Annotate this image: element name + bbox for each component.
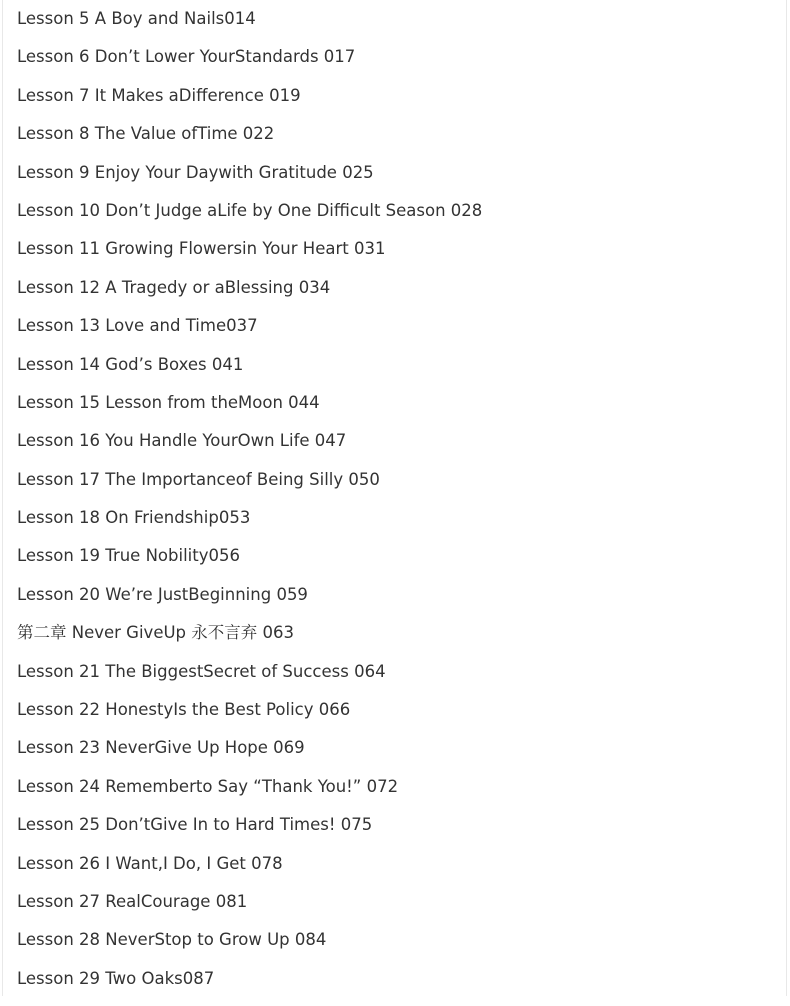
toc-entry: Lesson 8 The Value ofTime 022: [17, 124, 275, 144]
toc-entry: Lesson 15 Lesson from theMoon 044: [17, 392, 320, 412]
toc-entry: Lesson 18 On Friendship053: [17, 508, 251, 528]
toc-entry: Lesson 6 Don’t Lower YourStandards 017: [17, 47, 356, 67]
toc-entry: Lesson 11 Growing Flowersin Your Heart 031: [17, 239, 386, 259]
toc-entry: Lesson 23 NeverGive Up Hope 069: [17, 738, 305, 758]
toc-entry: Lesson 5 A Boy and Nails014: [17, 9, 256, 28]
toc-entry: Lesson 7 It Makes aDifference 019: [17, 85, 301, 105]
toc-entry: Lesson 27 RealCourage 081: [17, 891, 248, 911]
toc-entry: Lesson 28 NeverStop to Grow Up 084: [17, 930, 327, 950]
toc-entry: Lesson 24 Rememberto Say “Thank You!” 072: [17, 776, 399, 796]
toc-entry: Lesson 9 Enjoy Your Daywith Gratitude 025: [17, 162, 374, 182]
toc-entry: Lesson 21 The BiggestSecret of Success 064: [17, 661, 386, 681]
toc-entry: Lesson 13 Love and Time037: [17, 316, 258, 336]
toc-entry: Lesson 25 Don’tGive In to Hard Times! 075: [17, 815, 373, 835]
toc-entry: Lesson 26 I Want,I Do, I Get 078: [17, 853, 283, 873]
toc-entry: Lesson 29 Two Oaks087: [17, 968, 215, 988]
table-of-contents: [17, 8, 482, 1006]
toc-entry: Lesson 10 Don’t Judge aLife by One Difficult Season 028: [17, 200, 483, 220]
toc-entry: Lesson 19 True Nobility056: [17, 546, 240, 566]
toc-entry: Lesson 22 HonestyIs the Best Policy 066: [17, 700, 351, 720]
toc-entry: Lesson 16 You Handle YourOwn Life 047: [17, 431, 347, 451]
toc-entry: Lesson 20 We’re JustBeginning 059: [17, 584, 308, 604]
toc-entry: Lesson 14 God’s Boxes 041: [17, 354, 244, 374]
toc-entry: Lesson 12 A Tragedy or aBlessing 034: [17, 277, 331, 297]
toc-chapter-heading: 第二章 Never GiveUp 永不言弃 063: [17, 623, 295, 643]
toc-entry: Lesson 17 The Importanceof Being Silly 050: [17, 469, 380, 489]
